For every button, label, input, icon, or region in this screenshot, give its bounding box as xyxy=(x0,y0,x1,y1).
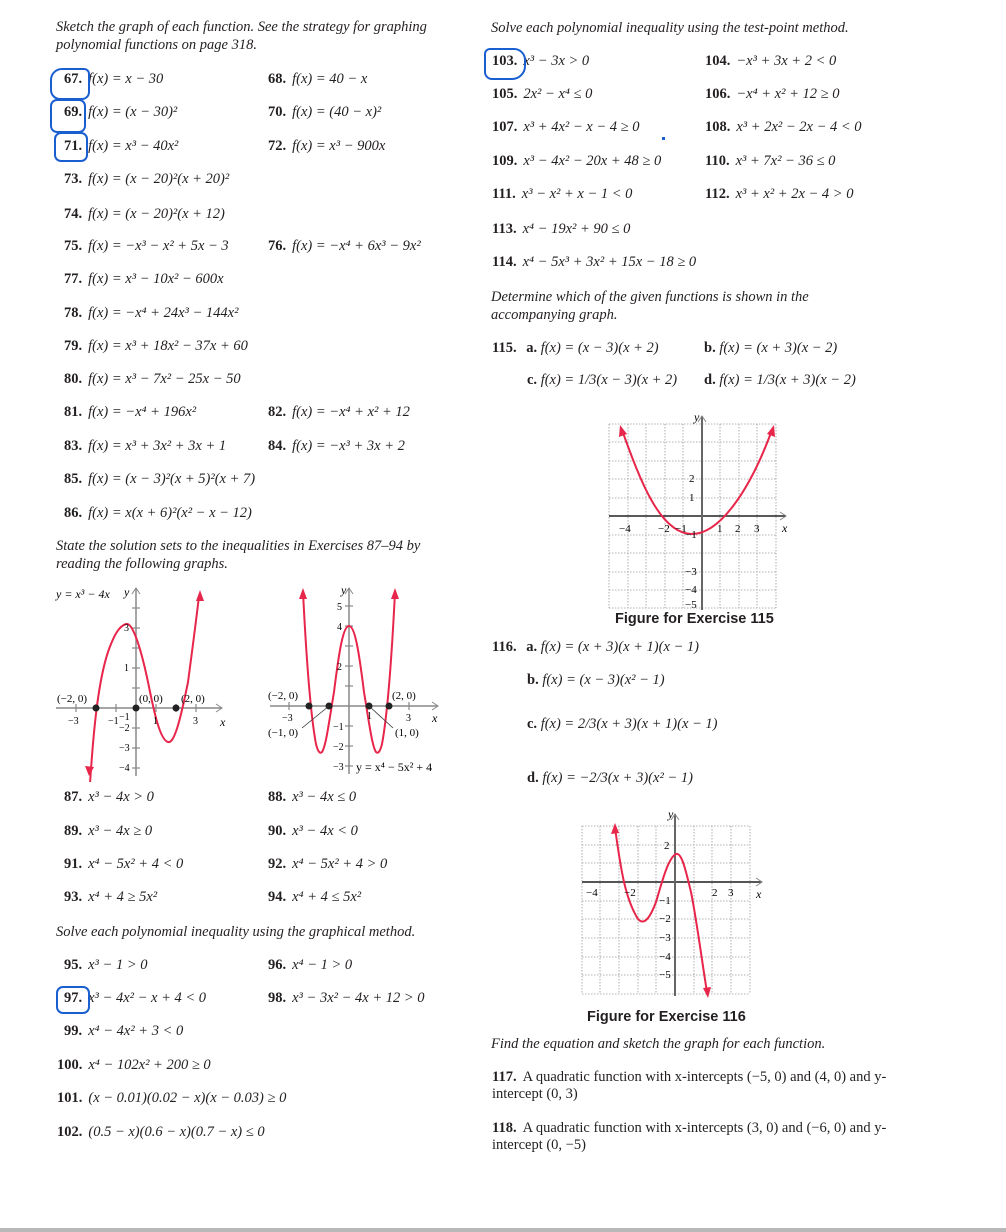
x-tick: 1 xyxy=(717,523,723,535)
exercise-number: 93. xyxy=(64,889,83,905)
exercise-number: 99. xyxy=(64,1023,83,1039)
exercise-108 xyxy=(705,119,862,136)
exercise-text: x⁴ + 4 ≥ 5x² xyxy=(88,889,158,905)
exercise-number: 69. xyxy=(64,104,83,120)
exercise-number: 116. xyxy=(492,639,517,655)
exercise-text: f(x) = −x³ + 3x + 2 xyxy=(292,438,405,454)
exercise-number: 73. xyxy=(64,171,83,187)
exercise-112 xyxy=(705,186,853,203)
exercise-text: x⁴ − 1 > 0 xyxy=(292,957,353,973)
x-tick: 3 xyxy=(406,713,411,724)
y-tick: −1 xyxy=(333,722,344,733)
exercise-114 xyxy=(492,254,696,271)
instruction-graphical: Solve each polynomial inequality using the graphical method. xyxy=(56,924,416,940)
x-tick: 3 xyxy=(728,887,734,899)
y-tick: −2 xyxy=(119,723,130,734)
exercise-number: 84. xyxy=(268,438,287,454)
exercise-text: f(x) = (x − 3)²(x + 5)²(x + 7) xyxy=(88,471,256,487)
exercise-99 xyxy=(64,1023,183,1040)
option-a: f(x) = (x + 3)(x + 1)(x − 1) xyxy=(540,639,699,655)
exercise-text: A quadratic function with x-intercepts (3, 0) and (−6, 0) and y-intercept (0, −5) xyxy=(492,1120,887,1153)
annotation-dot xyxy=(662,137,665,140)
exercise-number: 85. xyxy=(64,471,83,487)
exercise-number: 94. xyxy=(268,889,287,905)
x-tick: 3 xyxy=(754,523,760,535)
exercise-text: f(x) = (x − 20)²(x + 20)² xyxy=(88,171,230,187)
exercise-85 xyxy=(64,471,255,488)
exercise-number: 109. xyxy=(492,153,518,169)
exercise-text: −x⁴ + x² + 12 ≥ 0 xyxy=(736,86,840,102)
exercise-text: x⁴ − 19x² + 90 ≤ 0 xyxy=(522,221,631,237)
y-tick: −5 xyxy=(659,969,671,981)
exercise-number: 71. xyxy=(64,138,83,154)
exercise-text: x³ − 4x² − x + 4 < 0 xyxy=(88,990,207,1006)
exercise-text: f(x) = 40 − x xyxy=(292,71,368,87)
exercise-number: 82. xyxy=(268,404,287,420)
x-axis-label: x xyxy=(756,887,762,901)
exercise-80 xyxy=(64,371,241,388)
exercise-number: 91. xyxy=(64,856,83,872)
exercise-number: 95. xyxy=(64,957,83,973)
instruction-sketch: Sketch the graph of each function. See the strategy for graphing polynomial functions on page 318. xyxy=(56,19,427,53)
option-d: f(x) = −2/3(x + 3)(x² − 1) xyxy=(542,770,693,786)
exercise-89 xyxy=(64,823,152,840)
x-tick: −2 xyxy=(658,523,670,535)
exercise-text: f(x) = x³ − 40x² xyxy=(88,138,179,154)
point-label: (0, 0) xyxy=(139,693,163,705)
figure-116-svg xyxy=(576,812,776,1002)
exercise-number: 118. xyxy=(492,1120,517,1136)
exercise-text: x⁴ − 5x³ + 3x² + 15x − 18 ≥ 0 xyxy=(522,254,697,270)
exercise-text: x⁴ − 5x² + 4 > 0 xyxy=(292,856,388,872)
y-axis-label: y xyxy=(341,583,347,597)
exercise-number: 96. xyxy=(268,957,287,973)
exercise-107 xyxy=(492,119,639,136)
exercise-number: 106. xyxy=(705,86,731,102)
exercise-number: 110. xyxy=(705,153,730,169)
x-tick: −1 xyxy=(108,716,119,727)
exercise-106 xyxy=(705,86,839,103)
exercise-115-c: c. f(x) = 1/3(x − 3)(x + 2) xyxy=(527,372,678,388)
exercise-number: 117. xyxy=(492,1069,517,1085)
figure-116 xyxy=(576,812,776,1002)
exercise-text: f(x) = (x − 30)² xyxy=(88,104,178,120)
y-tick: −1 xyxy=(659,895,671,907)
exercise-number: 90. xyxy=(268,823,287,839)
y-tick: −2 xyxy=(659,913,671,925)
x-tick: 2 xyxy=(735,523,741,535)
exercise-77 xyxy=(64,271,224,288)
x-tick: −4 xyxy=(586,887,598,899)
x-tick: 1 xyxy=(367,711,372,722)
exercise-96 xyxy=(268,957,352,974)
exercise-116-d: d. f(x) = −2/3(x + 3)(x² − 1) xyxy=(527,770,693,786)
option-c: f(x) = 2/3(x + 3)(x + 1)(x − 1) xyxy=(540,716,718,732)
instruction-determine: Determine which of the given functions is shown in the accompanying graph. xyxy=(491,289,809,323)
exercise-text: (0.5 − x)(0.6 − x)(0.7 − x) ≤ 0 xyxy=(88,1124,265,1140)
exercise-text: f(x) = (x − 20)²(x + 12) xyxy=(88,206,225,222)
exercise-number: 86. xyxy=(64,505,83,521)
exercise-number: 104. xyxy=(705,53,731,69)
exercise-116-c: c. f(x) = 2/3(x + 3)(x + 1)(x − 1) xyxy=(527,716,718,732)
exercise-text: x⁴ + 4 ≤ 5x² xyxy=(292,889,362,905)
exercise-83 xyxy=(64,438,226,455)
y-tick: 2 xyxy=(337,662,342,673)
exercise-100 xyxy=(57,1057,211,1074)
exercise-number: 97. xyxy=(64,990,83,1006)
exercise-number: 70. xyxy=(268,104,287,120)
exercise-number: 100. xyxy=(57,1057,83,1073)
x-tick: −2 xyxy=(624,887,636,899)
y-tick: −2 xyxy=(333,742,344,753)
exercise-number: 98. xyxy=(268,990,287,1006)
exercise-text: f(x) = x³ + 3x² + 3x + 1 xyxy=(88,438,227,454)
exercise-text: x³ − 4x² − 20x + 48 ≥ 0 xyxy=(523,153,662,169)
exercise-number: 67. xyxy=(64,71,83,87)
exercise-text: A quadratic function with x-intercepts (−5, 0) and (4, 0) and y-intercept (0, 3) xyxy=(492,1069,887,1102)
exercise-116: 116. a. f(x) = (x + 3)(x + 1)(x − 1) xyxy=(492,639,699,655)
exercise-73 xyxy=(64,171,229,188)
instruction-read-graphs: State the solution sets to the inequalities in Exercises 87–94 by reading the following graphs. xyxy=(56,538,421,572)
option-d: f(x) = 1/3(x + 3)(x − 2) xyxy=(719,372,856,388)
y-tick: 3 xyxy=(124,623,129,634)
annotation-circle-67 xyxy=(50,68,90,100)
exercise-116-b: b. f(x) = (x − 3)(x² − 1) xyxy=(527,672,665,688)
exercise-number: 78. xyxy=(64,305,83,321)
exercise-110 xyxy=(705,153,835,170)
exercise-number: 75. xyxy=(64,238,83,254)
exercise-text: x³ − 1 > 0 xyxy=(88,957,148,973)
exercise-118 xyxy=(492,1120,892,1154)
exercise-number: 101. xyxy=(57,1090,83,1106)
exercise-91 xyxy=(64,856,183,873)
exercise-78 xyxy=(64,305,238,322)
exercise-115-d: d. f(x) = 1/3(x + 3)(x − 2) xyxy=(704,372,856,388)
graph-quartic-label: y = x⁴ − 5x² + 4 xyxy=(356,760,433,774)
exercise-text: x³ − 3x > 0 xyxy=(523,53,590,69)
graph-cubic-label: y = x³ − 4x xyxy=(56,587,110,601)
exercise-text: f(x) = −x⁴ + 6x³ − 9x² xyxy=(292,238,421,254)
exercise-text: (x − 0.01)(0.02 − x)(x − 0.03) ≥ 0 xyxy=(88,1090,287,1106)
exercise-84 xyxy=(268,438,405,455)
point-label: (−2, 0) xyxy=(57,693,88,705)
exercise-text: f(x) = x³ − 900x xyxy=(292,138,386,154)
exercise-number: 112. xyxy=(705,186,730,202)
x-tick: −4 xyxy=(619,523,631,535)
exercise-number: 87. xyxy=(64,789,83,805)
exercise-text: f(x) = −x⁴ + 196x² xyxy=(88,404,197,420)
exercise-text: x³ + 7x² − 36 ≤ 0 xyxy=(735,153,836,169)
exercise-text: f(x) = x − 30 xyxy=(88,71,164,87)
y-tick: 2 xyxy=(689,473,695,485)
exercise-number: 92. xyxy=(268,856,287,872)
instruction-find-equation: Find the equation and sketch the graph for each function. xyxy=(491,1036,826,1052)
exercise-81 xyxy=(64,404,196,421)
y-axis-label: y xyxy=(124,585,130,599)
exercise-text: x³ − 4x < 0 xyxy=(292,823,358,839)
y-tick: 2 xyxy=(664,840,670,852)
exercise-text: x³ − 4x ≥ 0 xyxy=(88,823,153,839)
exercise-text: f(x) = x(x + 6)²(x² − x − 12) xyxy=(88,505,252,521)
exercise-text: f(x) = x³ − 7x² − 25x − 50 xyxy=(88,371,241,387)
exercise-number: 114. xyxy=(492,254,517,270)
exercise-number: 88. xyxy=(268,789,287,805)
point-label: (2, 0) xyxy=(392,690,416,702)
point-label: (−1, 0) xyxy=(268,727,299,739)
exercise-93 xyxy=(64,889,157,906)
x-tick: −1 xyxy=(675,523,687,535)
exercise-number: 103. xyxy=(492,53,518,69)
y-tick: 1 xyxy=(689,492,695,504)
exercise-text: 2x² − x⁴ ≤ 0 xyxy=(523,86,593,102)
y-tick: 5 xyxy=(337,602,342,613)
exercise-104 xyxy=(705,53,836,70)
y-tick: 4 xyxy=(337,622,342,633)
exercise-text: f(x) = (40 − x)² xyxy=(292,104,382,120)
exercise-number: 107. xyxy=(492,119,518,135)
exercise-117 xyxy=(492,1069,892,1103)
exercise-text: −x³ + 3x + 2 < 0 xyxy=(736,53,837,69)
exercise-text: f(x) = x³ + 18x² − 37x + 60 xyxy=(88,338,248,354)
exercise-92 xyxy=(268,856,387,873)
graph-cubic xyxy=(40,582,260,782)
x-tick: −3 xyxy=(68,716,79,727)
exercise-number: 108. xyxy=(705,119,731,135)
exercise-number: 105. xyxy=(492,86,518,102)
exercise-74 xyxy=(64,206,225,223)
x-tick: 3 xyxy=(193,716,198,727)
exercise-number: 83. xyxy=(64,438,83,454)
exercise-115: 115. a. f(x) = (x − 3)(x + 2) xyxy=(492,340,659,356)
figure-115 xyxy=(600,410,800,610)
annotation-circle-69 xyxy=(50,99,86,133)
exercise-88 xyxy=(268,789,356,806)
exercise-number: 89. xyxy=(64,823,83,839)
exercise-72 xyxy=(268,138,385,155)
exercise-text: f(x) = −x⁴ + 24x³ − 144x² xyxy=(88,305,239,321)
exercise-text: x³ − 4x ≤ 0 xyxy=(292,789,357,805)
exercise-number: 113. xyxy=(492,221,517,237)
exercise-number: 72. xyxy=(268,138,287,154)
exercise-105 xyxy=(492,86,592,103)
figure-116-caption: Figure for Exercise 116 xyxy=(587,1009,746,1025)
page-bottom-border xyxy=(0,1228,1006,1232)
exercise-115-b: b. f(x) = (x + 3)(x − 2) xyxy=(704,340,838,356)
y-tick: −3 xyxy=(685,566,697,578)
y-tick: −3 xyxy=(659,932,671,944)
option-c: f(x) = 1/3(x − 3)(x + 2) xyxy=(540,372,678,388)
y-tick: −4 xyxy=(119,763,130,774)
point-label: (1, 0) xyxy=(395,727,419,739)
y-tick: −1 xyxy=(119,712,130,723)
x-tick: −3 xyxy=(282,713,293,724)
exercise-text: f(x) = x³ − 10x² − 600x xyxy=(88,271,224,287)
exercise-68 xyxy=(268,71,367,88)
exercise-95 xyxy=(64,957,147,974)
exercise-number: 81. xyxy=(64,404,83,420)
exercise-text: x³ + x² + 2x − 4 > 0 xyxy=(735,186,854,202)
exercise-75 xyxy=(64,238,229,255)
exercise-102 xyxy=(57,1124,265,1141)
option-a: f(x) = (x − 3)(x + 2) xyxy=(540,340,659,356)
instruction-test-point: Solve each polynomial inequality using the test-point method. xyxy=(491,20,849,36)
exercise-101 xyxy=(57,1090,286,1107)
y-tick: −4 xyxy=(659,951,671,963)
x-axis-label: x xyxy=(432,711,438,725)
exercise-number: 102. xyxy=(57,1124,83,1140)
option-b: f(x) = (x − 3)(x² − 1) xyxy=(542,672,665,688)
exercise-94 xyxy=(268,889,361,906)
exercise-111 xyxy=(492,186,632,203)
option-b: f(x) = (x + 3)(x − 2) xyxy=(719,340,838,356)
y-tick: −1 xyxy=(685,529,697,541)
exercise-number: 80. xyxy=(64,371,83,387)
exercise-number: 77. xyxy=(64,271,83,287)
exercise-79 xyxy=(64,338,248,355)
exercise-text: x³ − 3x² − 4x + 12 > 0 xyxy=(292,990,425,1006)
graph-quartic xyxy=(250,582,480,782)
exercise-text: x⁴ − 5x² + 4 < 0 xyxy=(88,856,184,872)
graph-cubic-svg xyxy=(40,582,260,782)
exercise-number: 111. xyxy=(492,186,516,202)
y-axis-label: y xyxy=(668,812,674,821)
exercise-text: x³ − x² + x − 1 < 0 xyxy=(521,186,633,202)
exercise-text: x⁴ − 102x² + 200 ≥ 0 xyxy=(88,1057,211,1073)
graph-quartic-svg xyxy=(250,582,480,782)
figure-115-caption: Figure for Exercise 115 xyxy=(615,611,774,627)
point-label: (2, 0) xyxy=(181,693,205,705)
figure-115-svg xyxy=(600,410,800,610)
exercise-number: 68. xyxy=(268,71,287,87)
exercise-text: x³ + 4x² − x − 4 ≥ 0 xyxy=(523,119,640,135)
exercise-text: f(x) = −x³ − x² + 5x − 3 xyxy=(88,238,229,254)
exercise-text: x³ + 2x² − 2x − 4 < 0 xyxy=(736,119,862,135)
annotation-circle-71 xyxy=(54,132,88,162)
x-axis-label: x xyxy=(782,521,788,535)
exercise-87 xyxy=(64,789,154,806)
point-label: (−2, 0) xyxy=(268,690,299,702)
exercise-text: f(x) = −x⁴ + x² + 12 xyxy=(292,404,410,420)
y-tick: −5 xyxy=(685,599,697,610)
annotation-circle-103 xyxy=(484,48,526,80)
exercise-number: 115. xyxy=(492,340,517,356)
exercise-86 xyxy=(64,505,252,522)
y-tick: −3 xyxy=(119,743,130,754)
exercise-98 xyxy=(268,990,425,1007)
exercise-number: 79. xyxy=(64,338,83,354)
exercise-number: 76. xyxy=(268,238,287,254)
exercise-90 xyxy=(268,823,358,840)
x-tick: 2 xyxy=(712,887,718,899)
exercise-109 xyxy=(492,153,661,170)
x-tick: 1 xyxy=(153,716,158,727)
exercise-text: x³ − 4x > 0 xyxy=(88,789,154,805)
exercise-113 xyxy=(492,221,630,238)
y-tick: −3 xyxy=(333,762,344,773)
y-tick: 1 xyxy=(124,663,129,674)
annotation-circle-97 xyxy=(56,986,90,1014)
exercise-text: x⁴ − 4x² + 3 < 0 xyxy=(88,1023,184,1039)
y-tick: −4 xyxy=(685,584,697,596)
exercise-82 xyxy=(268,404,410,421)
exercise-76 xyxy=(268,238,421,255)
exercise-70 xyxy=(268,104,381,121)
x-axis-label: x xyxy=(220,715,226,729)
exercise-number: 74. xyxy=(64,206,83,222)
y-axis-label: y xyxy=(694,410,700,424)
